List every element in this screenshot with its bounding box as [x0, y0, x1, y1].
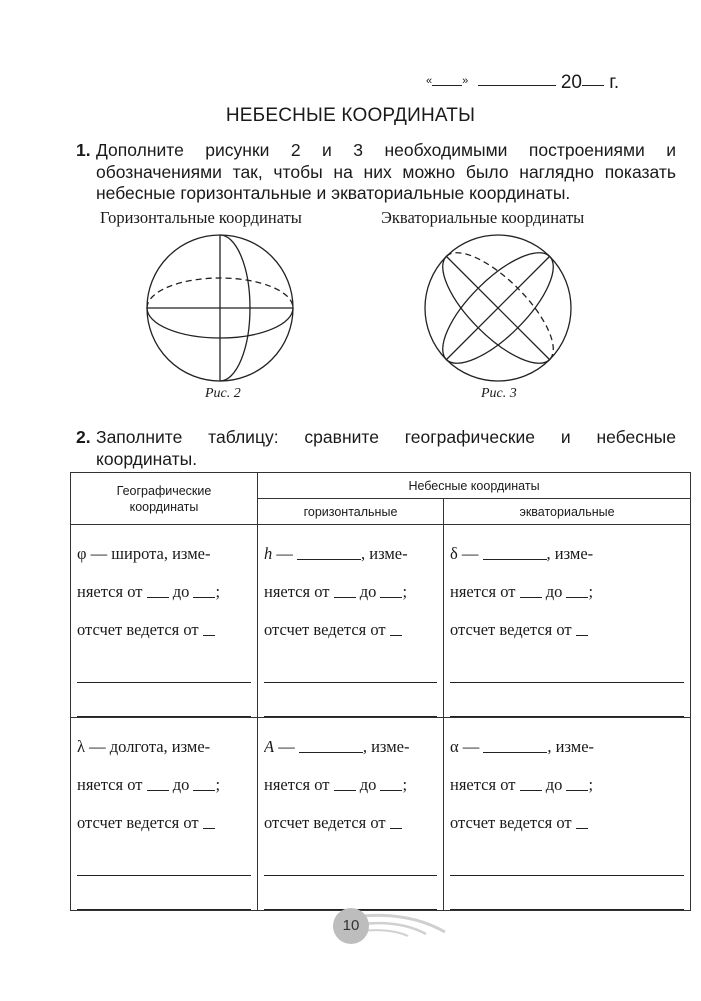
header-equatorial: экваториальные	[444, 499, 691, 525]
figure-2-caption: Горизонтальные координаты	[100, 208, 302, 227]
semicolon: ;	[588, 775, 594, 794]
cell-longitude[interactable]	[71, 718, 258, 911]
cell-text: , изме-	[547, 737, 595, 756]
figure-3-caption: Экваториальные координаты	[381, 208, 585, 227]
dash: —	[458, 737, 484, 756]
name-blank[interactable]	[483, 738, 547, 753]
cell-declination[interactable]	[444, 525, 691, 718]
cell-right-ascension[interactable]	[444, 718, 691, 911]
range-to-label: до	[359, 775, 377, 794]
range-label: няется от	[450, 582, 516, 601]
year-prefix: 20	[560, 72, 582, 93]
range-from-blank[interactable]	[147, 583, 169, 598]
dash: —	[274, 737, 299, 756]
year-suffix: г.	[609, 72, 620, 93]
table-row	[71, 718, 691, 911]
dash: —	[457, 544, 483, 563]
task-1-text: Дополните рисунки 2 и 3 необходимыми построениями и обозначениями так, чтобы на них можно было наглядно показать небесные горизонтальные и экваториальные координаты.	[96, 140, 676, 203]
answer-line[interactable]	[77, 876, 251, 910]
range-label: няется от	[264, 775, 330, 794]
name-blank[interactable]	[299, 738, 363, 753]
answer-line[interactable]	[264, 683, 437, 717]
answer-line[interactable]	[77, 842, 251, 876]
semicolon: ;	[588, 582, 594, 601]
range-to-blank[interactable]	[193, 583, 215, 598]
date-field	[426, 72, 636, 94]
task-2-text: Заполните таблицу: сравните географические и небесные координаты.	[96, 427, 676, 469]
symbol-alpha: α	[450, 737, 459, 756]
cell-text: , изме-	[361, 544, 408, 563]
origin-label: отсчет ведется от	[264, 813, 386, 832]
range-from-blank[interactable]	[520, 776, 542, 791]
range-label: няется от	[264, 582, 330, 601]
answer-line[interactable]	[450, 683, 684, 717]
range-to-blank[interactable]	[566, 776, 588, 791]
origin-label: отсчет ведется от	[450, 813, 572, 832]
range-from-blank[interactable]	[147, 776, 169, 791]
figure-3-label: Рис. 3	[481, 386, 517, 401]
origin-blank[interactable]	[390, 814, 402, 829]
semicolon: ;	[215, 582, 221, 601]
symbol-lambda: λ	[77, 737, 86, 756]
day-blank[interactable]	[432, 85, 462, 86]
page-number: 10	[333, 908, 369, 944]
dash: —	[272, 544, 297, 563]
name-blank[interactable]	[297, 545, 361, 560]
range-from-blank[interactable]	[334, 776, 356, 791]
table-row	[71, 525, 691, 718]
answer-line[interactable]	[77, 683, 251, 717]
range-to-label: до	[172, 582, 190, 601]
task-1	[76, 140, 676, 205]
range-to-label: до	[545, 582, 563, 601]
range-to-blank[interactable]	[380, 776, 402, 791]
answer-line[interactable]	[450, 876, 684, 910]
year-blank[interactable]	[582, 85, 604, 86]
range-from-blank[interactable]	[334, 583, 356, 598]
cell-text: , изме-	[362, 737, 410, 756]
cell-text: , изме-	[546, 544, 594, 563]
name-blank[interactable]	[483, 545, 547, 560]
answer-line[interactable]	[450, 842, 684, 876]
symbol-phi: φ	[77, 544, 87, 563]
figure-2-label: Рис. 2	[205, 386, 241, 401]
date-open-quote: «	[426, 75, 433, 87]
symbol-delta: δ	[450, 544, 458, 563]
cell-latitude[interactable]	[71, 525, 258, 718]
origin-blank[interactable]	[203, 814, 215, 829]
cell-text: — долгота, изме-	[85, 737, 211, 756]
origin-blank[interactable]	[576, 814, 588, 829]
task-2	[76, 427, 676, 470]
page-swoosh-decoration	[360, 910, 450, 946]
answer-line[interactable]	[77, 649, 251, 683]
origin-label: отсчет ведется от	[77, 813, 199, 832]
origin-blank[interactable]	[203, 621, 215, 636]
semicolon: ;	[402, 775, 408, 794]
range-to-blank[interactable]	[380, 583, 402, 598]
header-horizontal: горизонтальные	[258, 499, 444, 525]
cell-azimuth[interactable]	[258, 718, 444, 911]
header-celestial: Небесные координаты	[258, 473, 691, 499]
answer-line[interactable]	[264, 876, 437, 910]
range-to-label: до	[359, 582, 377, 601]
range-label: няется от	[77, 582, 143, 601]
cell-altitude[interactable]	[258, 525, 444, 718]
range-label: няется от	[450, 775, 516, 794]
coordinates-table	[70, 472, 691, 911]
origin-label: отсчет ведется от	[450, 620, 572, 639]
answer-line[interactable]	[264, 842, 437, 876]
range-to-label: до	[172, 775, 190, 794]
range-to-blank[interactable]	[566, 583, 588, 598]
origin-blank[interactable]	[390, 621, 402, 636]
range-to-label: до	[545, 775, 563, 794]
figure-3-equatorial-sphere	[418, 228, 578, 388]
origin-label: отсчет ведется от	[77, 620, 199, 639]
month-blank[interactable]	[478, 85, 556, 86]
header-geographic: Географические координаты	[71, 473, 258, 525]
range-to-blank[interactable]	[193, 776, 215, 791]
origin-label: отсчет ведется от	[264, 620, 386, 639]
task-1-number: 1.	[76, 140, 91, 160]
page-title: НЕБЕСНЫЕ КООРДИНАТЫ	[225, 105, 476, 126]
semicolon: ;	[402, 582, 408, 601]
range-label: няется от	[77, 775, 143, 794]
date-close-quote: »	[462, 75, 469, 87]
semicolon: ;	[215, 775, 221, 794]
answer-line[interactable]	[450, 649, 684, 683]
symbol-h: h	[264, 544, 273, 563]
cell-text: — широта, изме-	[86, 544, 211, 563]
symbol-a: A	[264, 737, 275, 756]
range-from-blank[interactable]	[520, 583, 542, 598]
answer-line[interactable]	[264, 649, 437, 683]
figure-2-horizontal-sphere	[140, 228, 300, 388]
task-2-number: 2.	[76, 427, 91, 447]
origin-blank[interactable]	[576, 621, 588, 636]
